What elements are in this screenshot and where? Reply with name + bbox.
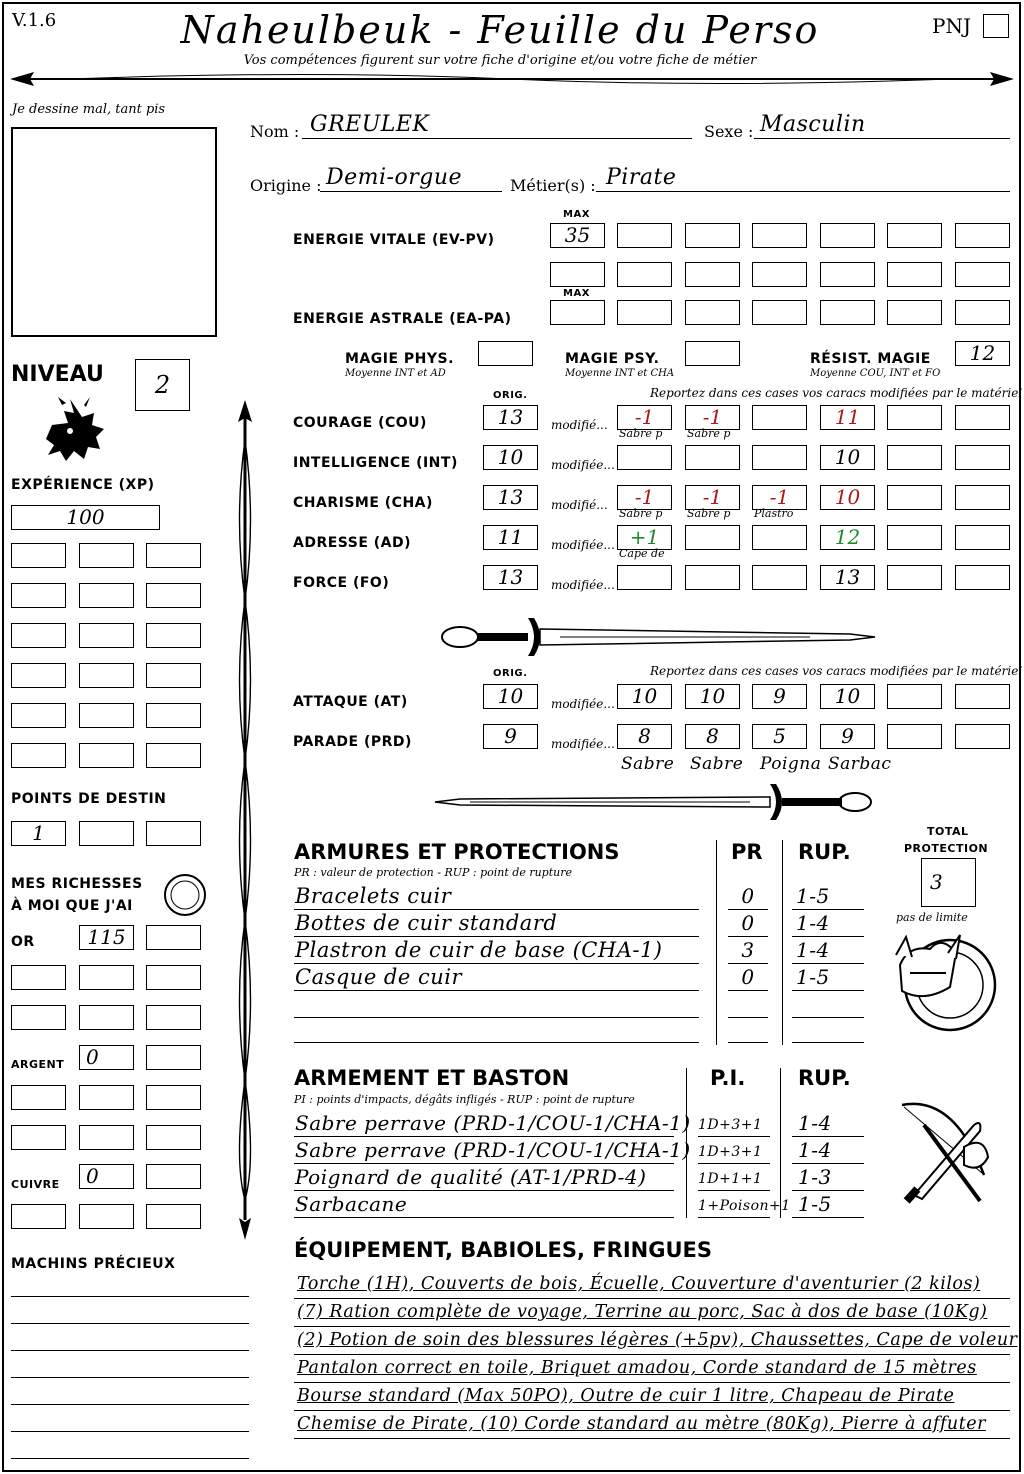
sword-icon (430, 612, 880, 662)
stat-mod-note: Cape de (619, 547, 665, 560)
argent-cell[interactable] (146, 1085, 201, 1110)
combat-modif-label: modifiée... (551, 737, 615, 751)
weapon-name: Sabre (621, 754, 675, 774)
ev-max-label: MAX (563, 209, 590, 220)
stat-mod-cell[interactable] (752, 525, 807, 550)
ea-max-cell[interactable] (550, 300, 605, 325)
weapons-title: ARMEMENT ET BASTON (294, 1066, 570, 1090)
equipment-title: ÉQUIPEMENT, BABIOLES, FRINGUES (294, 1238, 712, 1262)
xp-grid-cell[interactable] (11, 743, 66, 768)
ev-cell[interactable] (617, 223, 672, 248)
equipment-rule (294, 1326, 1010, 1327)
armor-pr-line (728, 936, 768, 937)
equipment-line[interactable]: Torche (1H), Couverts de bois, Écuelle, Couverture d'aventurier (2 kilos) (297, 1274, 981, 1294)
magie-psy-label: MAGIE PSY. (565, 351, 660, 367)
origine-label: Origine : (250, 176, 322, 195)
stat-mod-note: Sabre p (687, 507, 731, 520)
ev-cell[interactable] (820, 262, 875, 287)
armor-rup[interactable]: 1-4 (796, 938, 830, 962)
portrait-box[interactable] (11, 127, 217, 337)
or-cell[interactable] (79, 965, 134, 990)
armor-pr-line (728, 1042, 768, 1043)
crossed-weapons-icon (884, 1095, 1004, 1210)
destin-cell[interactable] (79, 821, 134, 846)
xp-cell[interactable]: 100 (11, 505, 160, 530)
stat-mod-cell[interactable] (617, 445, 672, 470)
ea-max-label: MAX (563, 288, 590, 299)
armor-sub: PR : valeur de protection - RUP : point de rupture (294, 866, 572, 879)
equipment-line[interactable]: Pantalon correct en toile, Briquet amadou, Corde standard de 15 mètres (297, 1358, 977, 1378)
stat-mod-cell[interactable] (887, 565, 942, 590)
ea-cell[interactable] (617, 300, 672, 325)
metier-value[interactable]: Pirate (606, 165, 677, 190)
equipment-rule (294, 1438, 1010, 1439)
ea-cell[interactable] (887, 300, 942, 325)
argent-label: ARGENT (11, 1058, 65, 1071)
ev-cell[interactable] (550, 262, 605, 287)
stat-mod-cell[interactable] (752, 445, 807, 470)
combat-mod-cell[interactable]: 5 (752, 724, 807, 749)
argent-cell[interactable] (79, 1085, 134, 1110)
cuivre-cell[interactable] (146, 1204, 201, 1229)
ea-cell[interactable] (685, 300, 740, 325)
stat-modif-label: modifiée... (551, 458, 615, 472)
combat-mod-cell[interactable]: 9 (752, 684, 807, 709)
stat-label: FORCE (FO) (293, 575, 390, 591)
stat-orig-cell[interactable]: 10 (483, 445, 538, 470)
weapon-pi[interactable]: 1D+1+1 (698, 1171, 763, 1187)
stat-mod-cell[interactable] (685, 445, 740, 470)
armor-line (294, 963, 699, 964)
weapon-rup[interactable]: 1-4 (798, 1111, 832, 1135)
ev-cell[interactable] (617, 262, 672, 287)
armor-line (294, 936, 699, 937)
coin-icon (163, 873, 207, 917)
argent-cell[interactable] (11, 1125, 66, 1150)
stat-mod-cell[interactable] (955, 485, 1010, 510)
or-cell[interactable] (146, 1005, 201, 1030)
destin-cell[interactable] (146, 821, 201, 846)
stat-modif-label: modifiée... (551, 578, 615, 592)
xp-grid-cell[interactable] (146, 703, 201, 728)
destin-label: POINTS DE DESTIN (11, 791, 167, 807)
argent-cell[interactable] (146, 1045, 201, 1070)
total-label: TOTAL (927, 825, 969, 838)
weapon-line (294, 1163, 674, 1164)
niveau-cell[interactable]: 2 (135, 359, 190, 411)
xp-grid-cell[interactable] (79, 743, 134, 768)
magie-psy-cell[interactable] (685, 341, 740, 366)
resist-magie-label: RÉSIST. MAGIE (810, 351, 931, 367)
stat-mod-cell[interactable]: 12 (820, 525, 875, 550)
xp-grid-cell[interactable] (79, 663, 134, 688)
armor-rup-line (792, 990, 864, 991)
pr-header: PR (731, 840, 763, 864)
ev-cell[interactable] (955, 262, 1010, 287)
argent-cell[interactable] (146, 1125, 201, 1150)
armor-name[interactable]: Casque de cuir (295, 965, 463, 989)
ea-cell[interactable] (820, 300, 875, 325)
stat-mod-cell[interactable] (887, 525, 942, 550)
combat-label: ATTAQUE (AT) (293, 694, 408, 710)
armor-pr-line (728, 1017, 768, 1018)
armor-pr[interactable]: 3 (741, 938, 755, 962)
precieux-label: MACHINS PRÉCIEUX (11, 1256, 176, 1272)
resist-magie-sub: Moyenne COU, INT et FO (810, 368, 941, 379)
weapon-line (294, 1190, 674, 1191)
combat-label: PARADE (PRD) (293, 734, 412, 750)
stat-label: INTELLIGENCE (INT) (293, 455, 458, 471)
xp-grid-cell[interactable] (146, 543, 201, 568)
subtitle: Vos compétences figurent sur votre fiche d'origine et/ou votre fiche de métier (243, 53, 757, 68)
weapons-rup-header: RUP. (798, 1066, 851, 1090)
equipment-rule (294, 1354, 1010, 1355)
stat-mod-cell[interactable]: 10 (820, 485, 875, 510)
combat-mod-cell[interactable]: 8 (685, 724, 740, 749)
xp-grid-cell[interactable] (146, 663, 201, 688)
ev-cell[interactable] (752, 262, 807, 287)
weapon-row-name[interactable]: Poignard de qualité (AT-1/PRD-4) (295, 1165, 647, 1189)
weapon-pi-line (698, 1163, 770, 1164)
armor-pr[interactable]: 0 (741, 884, 755, 908)
portrait-caption: Je dessine mal, tant pis (12, 102, 166, 117)
armor-line (294, 1042, 699, 1043)
weapon-pi-line (698, 1136, 770, 1137)
page-title: Naheulbeuk - Feuille du Perso (180, 8, 820, 52)
ev-cell[interactable] (685, 223, 740, 248)
stat-modif-label: modifié... (551, 498, 608, 512)
stat-mod-cell[interactable] (752, 405, 807, 430)
ev-cell[interactable] (820, 223, 875, 248)
stat-mod-cell[interactable]: 10 (820, 445, 875, 470)
stat-mod-cell[interactable] (752, 565, 807, 590)
weapon-name: Sarbac (828, 754, 892, 774)
xp-grid-cell[interactable] (79, 703, 134, 728)
combat-orig-cell[interactable]: 9 (483, 724, 538, 749)
origine-value[interactable]: Demi-orgue (326, 165, 463, 190)
weapon-rup-line (792, 1217, 864, 1218)
or-label: OR (11, 934, 35, 950)
report-note: Reportez dans ces cases vos caracs modifiées par le matériel (650, 386, 1023, 400)
xp-label: EXPÉRIENCE (XP) (11, 477, 155, 493)
weapon-line (294, 1136, 674, 1137)
stat-mod-cell[interactable] (887, 445, 942, 470)
rup-header: RUP. (798, 840, 851, 864)
weapon-rup[interactable]: 1-4 (798, 1138, 832, 1162)
armor-line (294, 1017, 699, 1018)
xp-grid-cell[interactable] (146, 743, 201, 768)
sexe-label: Sexe : (704, 122, 754, 141)
stat-orig-cell[interactable]: 13 (483, 565, 538, 590)
or-cell[interactable] (79, 1005, 134, 1030)
weapon-rup-line (792, 1136, 864, 1137)
pi-header: P.I. (710, 1066, 746, 1090)
resist-magie-cell[interactable]: 12 (955, 341, 1010, 366)
xp-grid-cell[interactable] (11, 583, 66, 608)
argent-cell[interactable]: 0 (79, 1045, 134, 1070)
combat-mod-cell[interactable] (887, 724, 942, 749)
total-protection-cell[interactable]: 3 (921, 858, 976, 907)
cuivre-cell[interactable]: 0 (79, 1164, 134, 1189)
ev-cell[interactable] (685, 262, 740, 287)
xp-grid-cell[interactable] (11, 623, 66, 648)
armor-rup-line (792, 909, 864, 910)
ev-label: ENERGIE VITALE (EV-PV) (293, 232, 495, 248)
weapon-pi[interactable]: 1D+3+1 (698, 1117, 763, 1133)
weapon-pi-line (698, 1217, 770, 1218)
equipment-rule (294, 1298, 1010, 1299)
xp-grid-cell[interactable] (146, 583, 201, 608)
armor-name[interactable]: Plastron de cuir de base (CHA-1) (295, 938, 663, 962)
xp-grid-cell[interactable] (79, 583, 134, 608)
armor-rup[interactable]: 1-5 (796, 965, 830, 989)
weapon-name: Poigna (760, 754, 822, 774)
magie-phys-label: MAGIE PHYS. (345, 351, 454, 367)
xp-grid-cell[interactable] (79, 623, 134, 648)
xp-grid-cell[interactable] (11, 703, 66, 728)
nom-label: Nom : (250, 122, 300, 141)
stat-mod-cell[interactable] (955, 525, 1010, 550)
niveau-label: NIVEAU (11, 362, 104, 387)
armor-pr[interactable]: 0 (741, 911, 755, 935)
or-cell[interactable] (11, 1005, 66, 1030)
stat-mod-note: Sabre p (619, 507, 663, 520)
stat-mod-cell[interactable] (955, 445, 1010, 470)
armor-name[interactable]: Bracelets cuir (295, 884, 452, 908)
magie-phys-cell[interactable] (478, 341, 533, 366)
argent-cell[interactable] (11, 1085, 66, 1110)
spear-divider-icon (10, 68, 1014, 90)
stat-mod-cell[interactable] (955, 565, 1010, 590)
combat-report-note: Reportez dans ces cases vos caracs modifiées par le matériel (650, 664, 1023, 678)
dragon-icon (40, 395, 106, 463)
weapon-row-name[interactable]: Sarbacane (295, 1192, 408, 1216)
orig-label: ORIG. (493, 390, 528, 401)
stat-mod-note: Plastro (754, 507, 794, 520)
equipment-rule (294, 1410, 1010, 1411)
equipment-line[interactable]: Chemise de Pirate, (10) Corde standard au mètre (80Kg), Pierre à affuter (297, 1414, 986, 1434)
cuivre-cell[interactable] (11, 1204, 66, 1229)
ev-cell[interactable] (887, 262, 942, 287)
armor-rup[interactable]: 1-5 (796, 884, 830, 908)
nom-value[interactable]: GREULEK (310, 112, 430, 137)
destin-cell[interactable]: 1 (11, 821, 66, 846)
stat-label: COURAGE (COU) (293, 415, 427, 431)
equipment-line[interactable]: Bourse standard (Max 50PO), Outre de cuir 1 litre, Chapeau de Pirate (297, 1386, 955, 1406)
version-label: V.1.6 (12, 10, 57, 31)
weapon-row-name[interactable]: Sabre perrave (PRD-1/COU-1/CHA-1) (295, 1111, 691, 1135)
weapon-name: Sabre (690, 754, 744, 774)
armor-line (294, 909, 699, 910)
xp-grid-cell[interactable] (11, 543, 66, 568)
stat-mod-cell[interactable] (685, 565, 740, 590)
weapon-line (294, 1217, 674, 1218)
weapon-row-name[interactable]: Sabre perrave (PRD-1/COU-1/CHA-1) (295, 1138, 691, 1162)
weapon-rup-line (792, 1163, 864, 1164)
magie-psy-sub: Moyenne INT et CHA (565, 368, 675, 379)
protection-label: PROTECTION (904, 842, 989, 855)
equipment-rule (294, 1382, 1010, 1383)
armor-rup-line (792, 963, 864, 964)
stat-label: ADRESSE (AD) (293, 535, 412, 551)
combat-mod-cell[interactable]: 8 (617, 724, 672, 749)
armor-rup-line (792, 1017, 864, 1018)
combat-mod-cell[interactable] (955, 724, 1010, 749)
ev-max-cell[interactable]: 35 (550, 223, 605, 248)
or-cell[interactable]: 115 (79, 925, 134, 950)
combat-mod-cell[interactable]: 10 (820, 684, 875, 709)
or-cell[interactable] (11, 965, 66, 990)
weapon-pi[interactable]: 1D+3+1 (698, 1144, 763, 1160)
stat-orig-cell[interactable]: 13 (483, 405, 538, 430)
combat-orig-label: ORIG. (493, 668, 528, 679)
armor-pr-line (728, 963, 768, 964)
combat-mod-cell[interactable] (887, 684, 942, 709)
combat-mod-cell[interactable]: 10 (617, 684, 672, 709)
xp-grid-cell[interactable] (79, 543, 134, 568)
stat-mod-cell[interactable] (617, 565, 672, 590)
helmet-shield-icon (890, 925, 1000, 1040)
pnj-checkbox[interactable] (983, 14, 1009, 38)
ev-cell[interactable] (887, 223, 942, 248)
sword-icon (430, 780, 880, 824)
combat-mod-cell[interactable]: 9 (820, 724, 875, 749)
equipment-line[interactable]: (2) Potion de soin des blessures légères (+5pv), Chaussettes, Cape de voleur (297, 1330, 1018, 1350)
or-cell[interactable] (146, 925, 201, 950)
combat-modif-label: modifiée... (551, 697, 615, 711)
armor-rup-line (792, 936, 864, 937)
armor-rup[interactable]: 1-4 (796, 911, 830, 935)
richesses-label: MES RICHESSES (11, 876, 143, 892)
xp-grid-cell[interactable] (146, 623, 201, 648)
stat-modif-label: modifié... (551, 418, 608, 432)
stat-mod-cell[interactable]: 13 (820, 565, 875, 590)
stat-mod-cell[interactable]: -1 (685, 405, 740, 430)
combat-orig-cell[interactable]: 10 (483, 684, 538, 709)
stat-orig-cell[interactable]: 11 (483, 525, 538, 550)
armor-title: ARMURES ET PROTECTIONS (294, 840, 620, 864)
stat-mod-note: Sabre p (619, 427, 663, 440)
stat-mod-cell[interactable]: -1 (617, 485, 672, 510)
armor-line (294, 990, 699, 991)
pnj-label: PNJ (932, 14, 971, 38)
stat-mod-cell[interactable]: -1 (617, 405, 672, 430)
equipment-line[interactable]: (7) Ration complète de voyage, Terrine au porc, Sac à dos de base (10Kg) (297, 1302, 988, 1322)
cuivre-cell[interactable] (146, 1164, 201, 1189)
combat-mod-cell[interactable] (955, 684, 1010, 709)
armor-pr[interactable]: 0 (741, 965, 755, 989)
stat-mod-cell[interactable] (685, 525, 740, 550)
stat-mod-note: Sabre p (687, 427, 731, 440)
ea-cell[interactable] (752, 300, 807, 325)
weapon-rup[interactable]: 1-5 (798, 1192, 832, 1216)
xp-grid-cell[interactable] (11, 663, 66, 688)
richesses-label-2: À MOI QUE J'AI (11, 898, 133, 914)
armor-pr-line (728, 909, 768, 910)
limit-note: pas de limite (896, 911, 968, 924)
cuivre-label: CUIVRE (11, 1178, 60, 1191)
spear-icon (232, 400, 258, 1240)
stat-mod-cell[interactable] (955, 405, 1010, 430)
weapon-rup[interactable]: 1-3 (798, 1165, 832, 1189)
or-cell[interactable] (146, 965, 201, 990)
stat-orig-cell[interactable]: 13 (483, 485, 538, 510)
ea-label: ENERGIE ASTRALE (EA-PA) (293, 311, 512, 327)
stat-mod-cell[interactable] (887, 485, 942, 510)
stat-modif-label: modifiée... (551, 538, 615, 552)
stat-label: CHARISME (CHA) (293, 495, 433, 511)
weapons-sub: PI : points d'impacts, dégâts infligés - RUP : point de rupture (294, 1093, 635, 1106)
argent-cell[interactable] (79, 1125, 134, 1150)
armor-rup-line (792, 1042, 864, 1043)
metier-label: Métier(s) : (510, 176, 596, 195)
combat-mod-cell[interactable]: 10 (685, 684, 740, 709)
ea-cell[interactable] (955, 300, 1010, 325)
stat-mod-cell[interactable] (887, 405, 942, 430)
stat-mod-cell[interactable]: -1 (752, 485, 807, 510)
stat-mod-cell[interactable]: +1 (617, 525, 672, 550)
sexe-value[interactable]: Masculin (760, 112, 866, 137)
magie-phys-sub: Moyenne INT et AD (345, 368, 446, 379)
stat-mod-cell[interactable]: 11 (820, 405, 875, 430)
ev-cell[interactable] (752, 223, 807, 248)
cuivre-cell[interactable] (79, 1204, 134, 1229)
weapon-pi[interactable]: 1+Poison+1 (698, 1198, 791, 1214)
armor-name[interactable]: Bottes de cuir standard (295, 911, 558, 935)
ev-cell[interactable] (955, 223, 1010, 248)
stat-mod-cell[interactable]: -1 (685, 485, 740, 510)
weapon-pi-line (698, 1190, 770, 1191)
weapon-rup-line (792, 1190, 864, 1191)
armor-pr-line (728, 990, 768, 991)
